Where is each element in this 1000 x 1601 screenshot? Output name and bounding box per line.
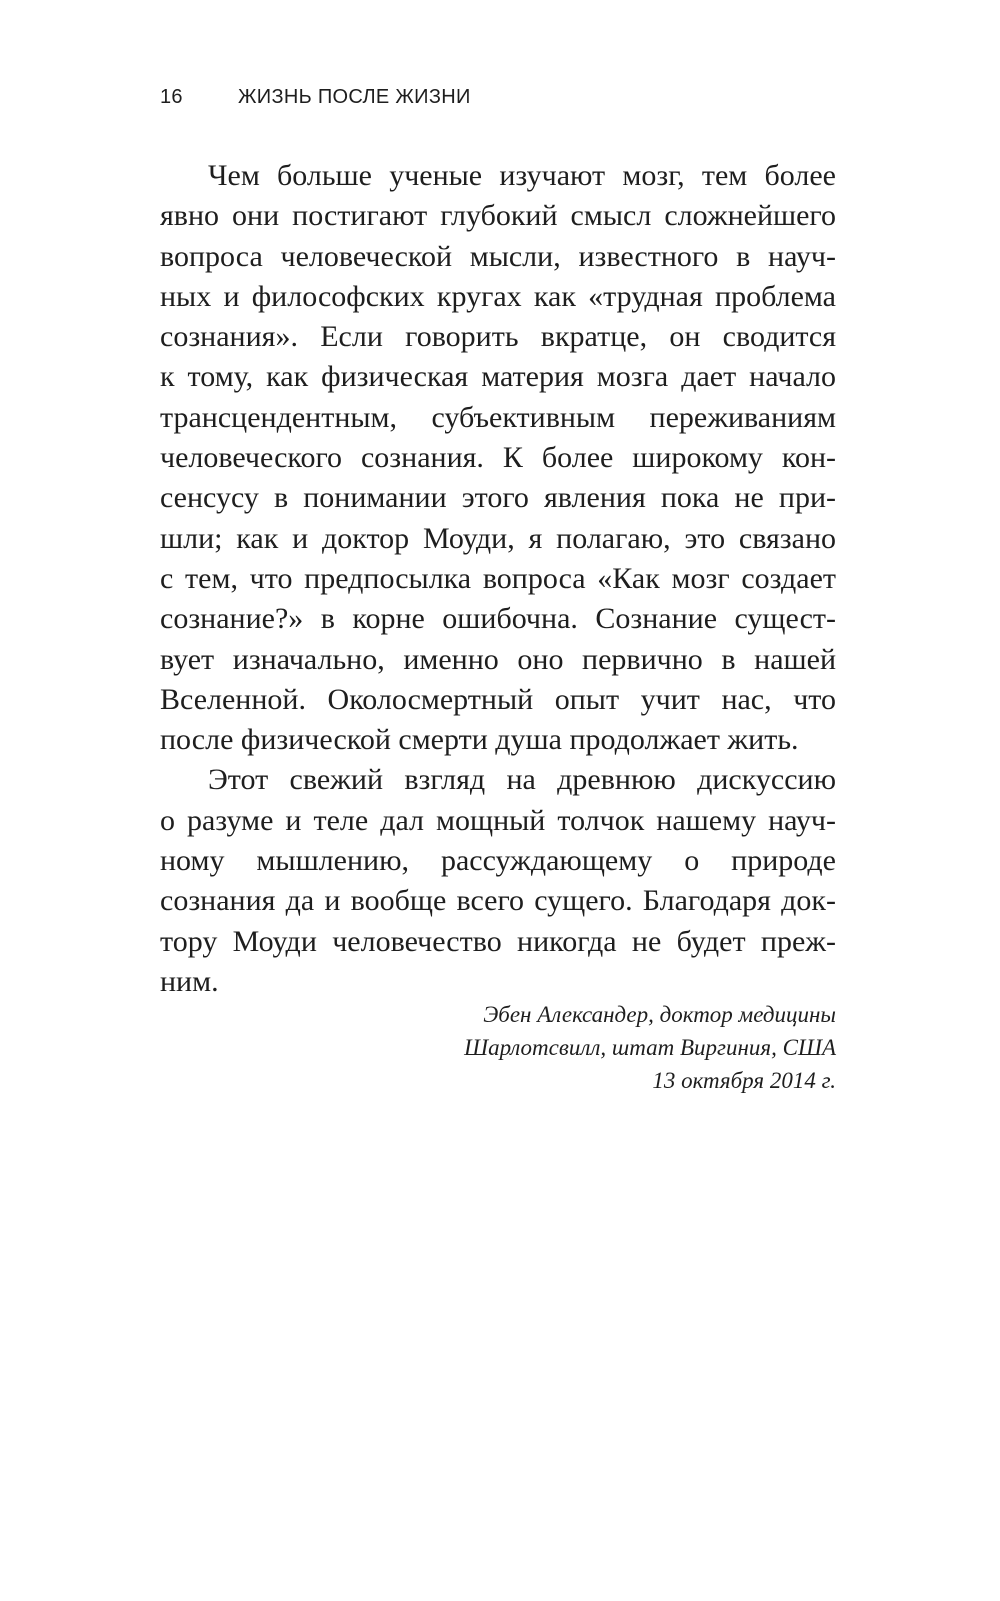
text-line: Вселенной. Околосмертный опыт учит нас, что [160,682,836,716]
paragraph-2 [160,760,836,1002]
text-line: сознание?» в корне ошибочна. Сознание сущест- [160,602,836,636]
text-line: вует изначально, именно оно первично в нашей [160,642,836,676]
signature-place: Шарлотсвилл, штат Виргиния, США [464,1035,836,1060]
signature-date: 13 октября 2014 г. [652,1068,836,1093]
text-line: шли; как и доктор Моуди, я полагаю, это связано [160,521,836,555]
text-line: к тому, как физическая материя мозга дает начало [160,360,836,394]
text-line: человеческого сознания. К более широкому кон- [160,441,836,475]
text-line: тору Моуди человечество никогда не будет преж- [160,924,836,958]
text-line: сенсусу в понимании этого явления пока не при- [160,481,836,515]
page-number: 16 [160,86,183,108]
text-line: трансцендентным, субъективным переживаниям [160,400,836,434]
text-line: сознания да и вообще всего сущего. Благодаря док- [160,884,836,918]
running-header [160,86,471,109]
text-line: ним. [160,964,219,998]
body-text [160,156,836,1002]
text-line: Этот свежий взгляд на древнюю дискуссию [208,763,836,797]
text-line: после физической смерти душа продолжает жить. [160,723,799,757]
text-line: Чем больше ученые изучают мозг, тем более [208,159,836,192]
signature-name: Эбен Александер, доктор медицины [483,1002,836,1027]
text-line: о разуме и теле дал мощный толчок нашему науч- [160,803,836,837]
signature-block [464,998,836,1097]
text-line: ному мышлению, рассуждающему о природе [160,844,836,878]
text-line: с тем, что предпосылка вопроса «Как мозг создает [160,561,836,595]
text-line: сознания». Если говорить вкратце, он сводится [160,320,836,354]
text-line: вопроса человеческой мысли, известного в науч- [160,239,836,273]
text-line: явно они постигают глубокий смысл сложнейшего [160,199,836,233]
running-title: ЖИЗНЬ ПОСЛЕ ЖИЗНИ [238,86,471,108]
text-line: ных и философских кругах как «трудная проблема [160,279,836,313]
paragraph-1 [160,156,836,760]
